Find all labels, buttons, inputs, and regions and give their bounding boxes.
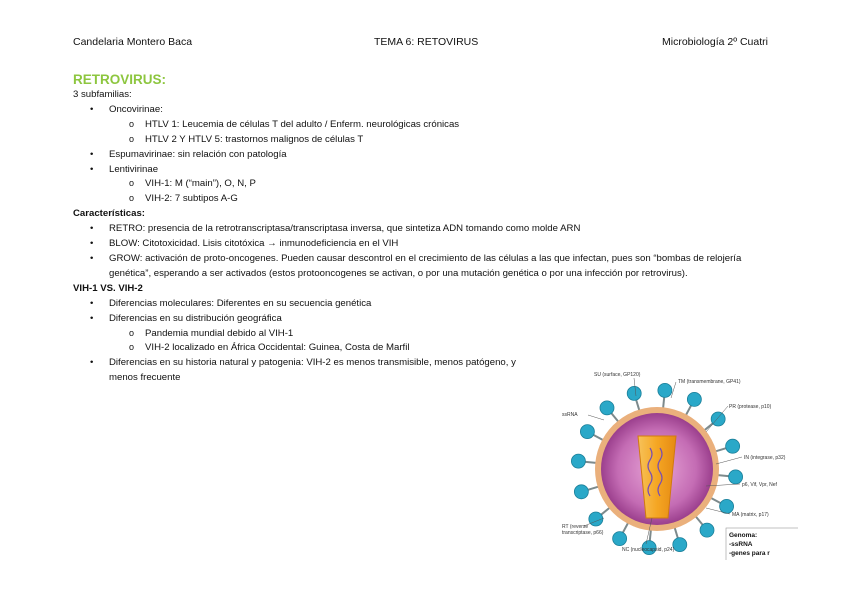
label-in: IN (integrase, p32) [744, 455, 786, 461]
spike-head [711, 412, 725, 426]
label-su: SU (surface, GP120) [594, 372, 641, 378]
hiv-diagram [556, 368, 798, 560]
spike-head [658, 383, 672, 397]
list-item-htlv1: o HTLV 1: Leucemia de células T del adulto / Enferm. neurológicas crónicas [73, 118, 793, 133]
spike-head [627, 386, 641, 400]
label-ma: MA (matrix, p17) [732, 512, 769, 518]
label-nc: NC (nucleocapsid, p24) [622, 547, 675, 553]
list-item-pandemia: o Pandemia mundial debido al VIH-1 [73, 327, 793, 342]
spike-head [700, 523, 714, 537]
spike-head [687, 392, 701, 406]
list-item-htlv2: o HTLV 2 Y HTLV 5: trastornos malignos de células T [73, 133, 793, 148]
list-item-blow: • BLOW: Citotoxicidad. Lisis citotóxica → inmunodeficiencia en el VIH [73, 237, 793, 252]
label-tm: TM (transmembrane, GP41) [678, 379, 741, 385]
spike-head [589, 512, 603, 526]
list-item-vih2: o VIH-2: 7 subtipos A-G [73, 192, 793, 207]
label-rt-2: transcriptase, p66) [562, 530, 604, 536]
list-item-africa: o VIH-2 localizado en África Occidental: Guinea, Costa de Marfil [73, 341, 793, 356]
label-pr: PR (protease, p10) [729, 404, 772, 410]
characteristics-heading: Características: [73, 208, 145, 220]
spike-head [673, 538, 687, 552]
list-item-retro: • RETRO: presencia de la retrotranscriptasa/transcriptasa inversa, que sintetiza ADN tomando como molde ARN [73, 222, 793, 237]
header-course: Microbiología 2º Cuatri [662, 36, 768, 48]
label-rt-1: RT (reverse [562, 524, 589, 530]
spike-head [580, 425, 594, 439]
section-title: RETROVIRUS: [73, 72, 167, 87]
document-body [73, 71, 793, 386]
genome-title: Genoma: [729, 532, 758, 539]
list-item-lentivirinae: • Lentivirinae [73, 163, 793, 178]
subfamilies-heading: 3 subfamilias: [73, 89, 132, 100]
spike-head [574, 485, 588, 499]
comparison-heading: VIH-1 VS. VIH-2 [73, 282, 143, 294]
list-item-oncovirinae: • Oncovirinae: [73, 103, 793, 118]
genome-line-2: -genes para r [729, 550, 770, 557]
list-item-vih1: o VIH-1: M (“main”), O, N, P [73, 177, 793, 192]
header-author: Candelaria Montero Baca [73, 36, 193, 48]
list-item-molecular: • Diferencias moleculares: Diferentes en su secuencia genética [73, 297, 793, 312]
spike-head [613, 532, 627, 546]
list-item-grow: • GROW: activación de proto-oncogenes. Pueden causar descontrol en el crecimiento de las células a las que infectan, pues son “bombas de relojería genética”, esperando a ser activados (estos protooncogenes se activan, o por una mutación genética o por una infección por retrovirus). [73, 252, 793, 282]
label-p6: p6, Vif, Vpr, Nef [742, 482, 777, 488]
spike-head [726, 439, 740, 453]
label-ssrna: ssRNA [562, 412, 578, 418]
list-item-history: • Diferencias en su historia natural y patogenia: VIH-2 es menos transmisible, menos patógeno, y menos frecuente [73, 356, 519, 386]
list-item-espumavirinae: • Espumavirinae: sin relación con patología [73, 148, 793, 163]
spike-head [729, 470, 743, 484]
spike-head [600, 401, 614, 415]
header-topic: TEMA 6: RETOVIRUS [374, 36, 479, 48]
hiv-structure-figure [556, 368, 798, 560]
genome-line-1: -ssRNA [729, 541, 753, 548]
list-item-geographic: • Diferencias en su distribución geográfica [73, 312, 793, 327]
spike-head [571, 454, 585, 468]
